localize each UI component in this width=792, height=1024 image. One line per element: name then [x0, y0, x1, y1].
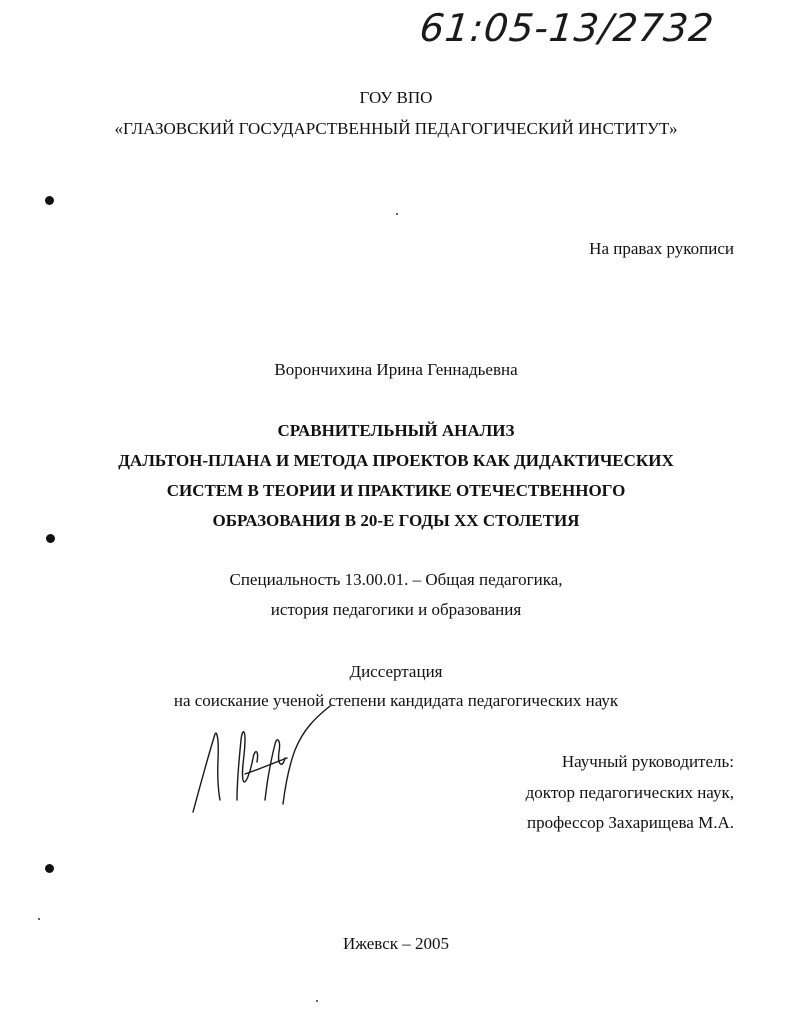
degree-purpose: на соискание ученой степени кандидата педагогических наук	[173, 691, 619, 710]
archive-number: 61:05-13/2732	[417, 6, 717, 50]
org-short-name: ГОУ ВПО	[359, 88, 433, 107]
supervisor-label: Научный руководитель:	[561, 752, 734, 771]
specialty-line: Специальность 13.00.01. – Общая педагогика,	[229, 570, 563, 589]
dissertation-label: Диссертация	[349, 662, 443, 681]
binding-hole-mark	[45, 864, 54, 873]
org-full-name: «ГЛАЗОВСКИЙ ГОСУДАРСТВЕННЫЙ ПЕДАГОГИЧЕСКИЙ ИНСТИТУТ»	[114, 119, 678, 138]
specialty-line: история педагогики и образования	[270, 600, 522, 619]
scan-speck	[316, 1000, 318, 1002]
rights-notice: На правах рукописи	[589, 239, 734, 258]
binding-hole-mark	[45, 196, 54, 205]
place-year: Ижевск – 2005	[342, 934, 450, 953]
handwritten-signature	[185, 700, 335, 830]
scan-speck	[38, 918, 40, 920]
scan-speck	[396, 213, 398, 215]
dissertation-title-line: ОБРАЗОВАНИЯ В 20-Е ГОДЫ XX СТОЛЕТИЯ	[212, 511, 580, 530]
dissertation-title-line: ДАЛЬТОН-ПЛАНА И МЕТОДА ПРОЕКТОВ КАК ДИДАКТИЧЕСКИХ	[118, 451, 674, 470]
supervisor-name: профессор Захарищева М.А.	[526, 813, 734, 832]
supervisor-degree: доктор педагогических наук,	[525, 783, 734, 802]
dissertation-title-line: СРАВНИТЕЛЬНЫЙ АНАЛИЗ	[277, 421, 515, 440]
author-name: Ворончихина Ирина Геннадьевна	[274, 360, 518, 379]
dissertation-title-line: СИСТЕМ В ТЕОРИИ И ПРАКТИКЕ ОТЕЧЕСТВЕННОГО	[166, 481, 626, 500]
